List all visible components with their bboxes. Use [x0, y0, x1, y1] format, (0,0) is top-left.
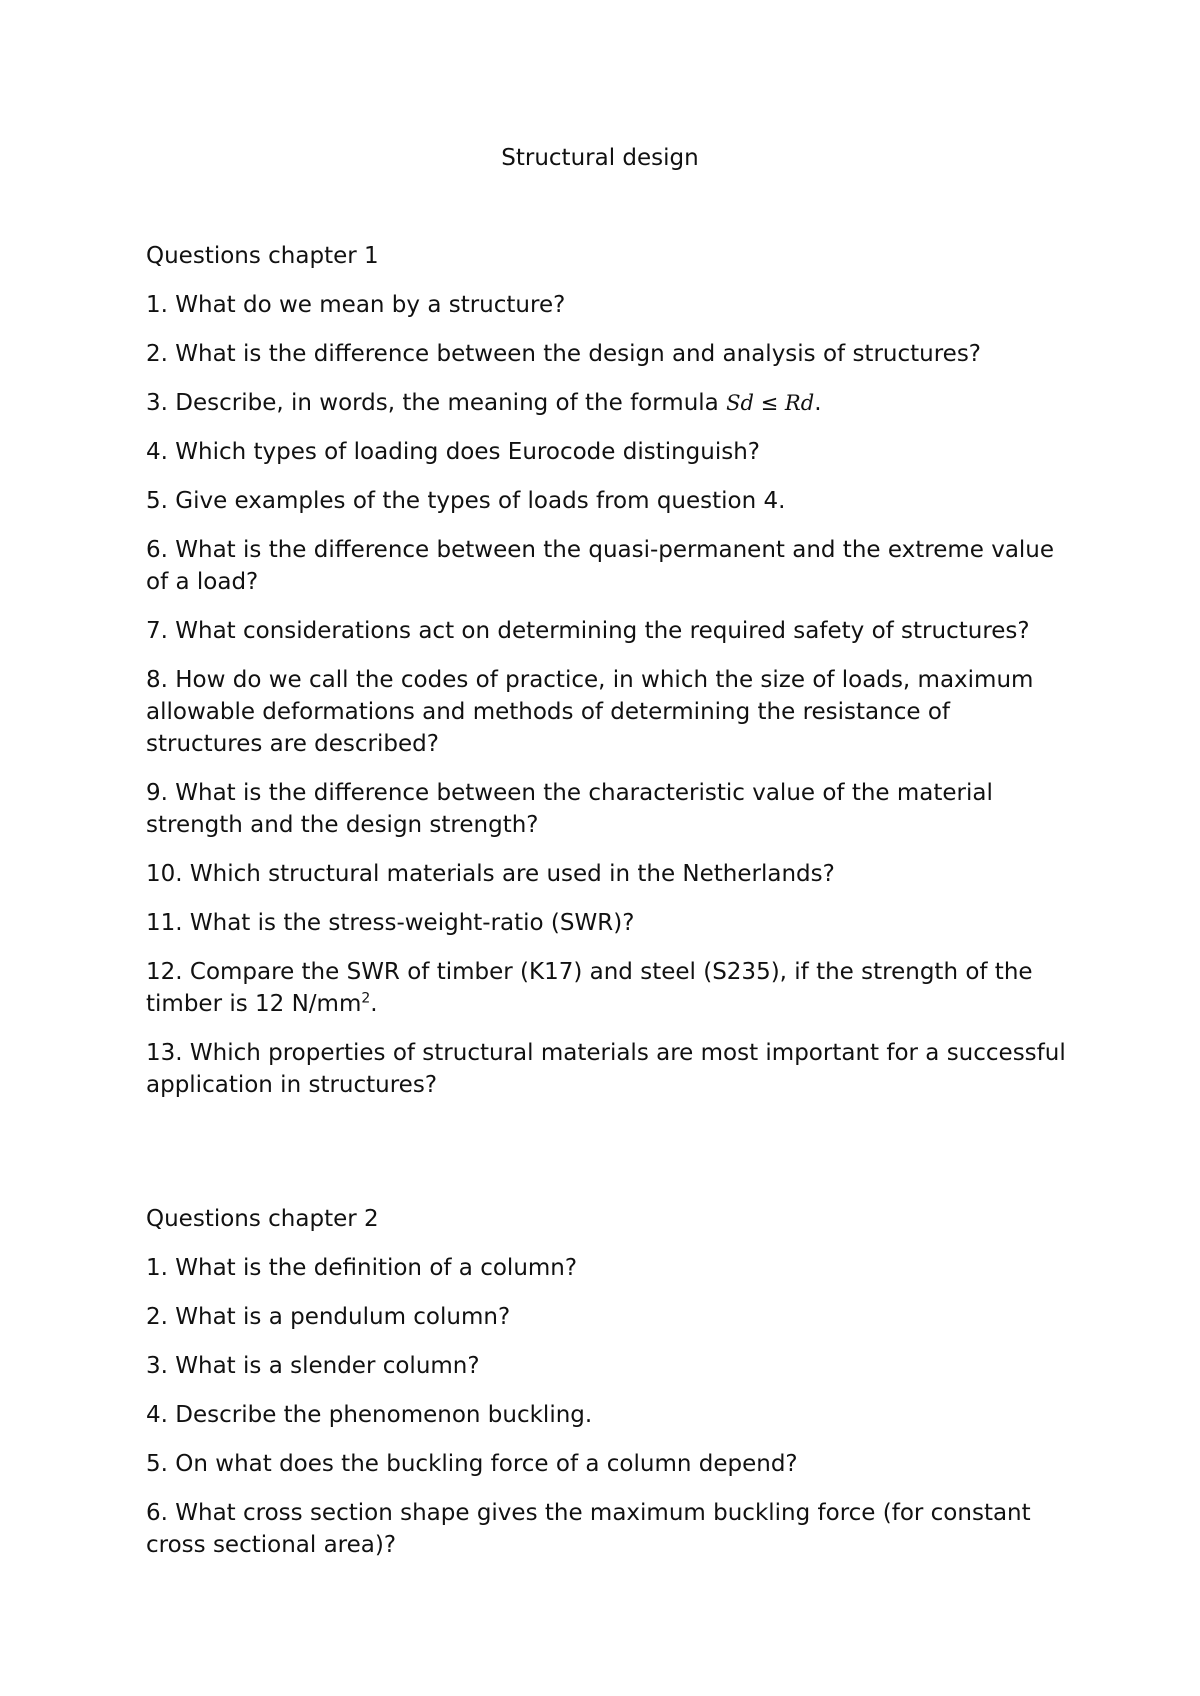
question-item: [146, 1497, 1066, 1561]
question-number: 10.: [146, 861, 183, 887]
question-item: [146, 436, 1066, 468]
question-number: 2.: [146, 341, 168, 367]
question-text-end: .: [370, 991, 378, 1017]
question-number: 3.: [146, 390, 168, 416]
question-text: Which properties of structural materials are most important for a successful application in structures?: [146, 1040, 1066, 1098]
question-text: What is the definition of a column?: [175, 1255, 578, 1281]
question-item: [146, 534, 1066, 598]
question-item: [146, 1448, 1066, 1480]
question-number: 2.: [146, 1304, 168, 1330]
question-item: [146, 777, 1066, 841]
chapter-2-section: [146, 1203, 1066, 1578]
question-text: Describe the phenomenon buckling.: [175, 1402, 593, 1428]
question-number: 7.: [146, 618, 168, 644]
formula-left: Sd: [726, 391, 754, 415]
formula: [726, 391, 814, 415]
question-item: [146, 907, 1066, 939]
question-number: 9.: [146, 780, 168, 806]
chapter-1-section: [146, 240, 1066, 1118]
question-item: [146, 338, 1066, 370]
question-text: What is the difference between the design and analysis of structures?: [175, 341, 982, 367]
question-item: [146, 1350, 1066, 1382]
question-number: 13.: [146, 1040, 183, 1066]
question-text: What is a slender column?: [175, 1353, 480, 1379]
question-item: [146, 615, 1066, 647]
question-text: On what does the buckling force of a column depend?: [175, 1451, 798, 1477]
question-text: Compare the SWR of timber (K17) and steel (S235), if the strength of the timber is 12 N/mm: [146, 959, 1033, 1017]
question-number: 4.: [146, 439, 168, 465]
superscript: 2: [361, 990, 371, 1007]
question-text: What is the stress-weight-ratio (SWR)?: [189, 910, 635, 936]
question-text: Describe, in words, the meaning of the formula: [175, 390, 727, 416]
question-text: How do we call the codes of practice, in which the size of loads, maximum allowable deformations and methods of determining the resistance of structures are described?: [146, 667, 1034, 757]
question-text: Which types of loading does Eurocode distinguish?: [175, 439, 761, 465]
question-number: 12.: [146, 959, 183, 985]
question-text: What is a pendulum column?: [175, 1304, 511, 1330]
question-item: [146, 1037, 1066, 1101]
question-number: 3.: [146, 1353, 168, 1379]
question-item: [146, 858, 1066, 890]
question-number: 6.: [146, 1500, 168, 1526]
question-text: Give examples of the types of loads from question 4.: [175, 488, 786, 514]
question-item: [146, 1252, 1066, 1284]
question-item: [146, 956, 1066, 1020]
chapter-2-heading: Questions chapter 2: [146, 1206, 379, 1232]
question-item: [146, 289, 1066, 321]
question-item: [146, 664, 1066, 760]
question-item: [146, 485, 1066, 517]
question-number: 5.: [146, 488, 168, 514]
question-item: [146, 387, 1066, 419]
question-text: What considerations act on determining the required safety of structures?: [175, 618, 1030, 644]
question-number: 8.: [146, 667, 168, 693]
document-title: Structural design: [501, 145, 699, 171]
question-text: What cross section shape gives the maximum buckling force (for constant cross sectional area)?: [146, 1500, 1031, 1558]
formula-right: Rd: [784, 391, 815, 415]
question-item: [146, 1301, 1066, 1333]
chapter-1-heading: Questions chapter 1: [146, 243, 379, 269]
question-number: 11.: [146, 910, 183, 936]
question-text-end: .: [814, 390, 822, 416]
question-item: [146, 1399, 1066, 1431]
question-text: Which structural materials are used in the Netherlands?: [189, 861, 835, 887]
question-text: What do we mean by a structure?: [175, 292, 566, 318]
question-number: 4.: [146, 1402, 168, 1428]
question-number: 5.: [146, 1451, 168, 1477]
question-text: What is the difference between the characteristic value of the material strength and the design strength?: [146, 780, 993, 838]
question-number: 1.: [146, 292, 168, 318]
question-number: 6.: [146, 537, 168, 563]
question-number: 1.: [146, 1255, 168, 1281]
less-equal-symbol: ≤: [760, 391, 779, 415]
question-text: What is the difference between the quasi-permanent and the extreme value of a load?: [146, 537, 1055, 595]
